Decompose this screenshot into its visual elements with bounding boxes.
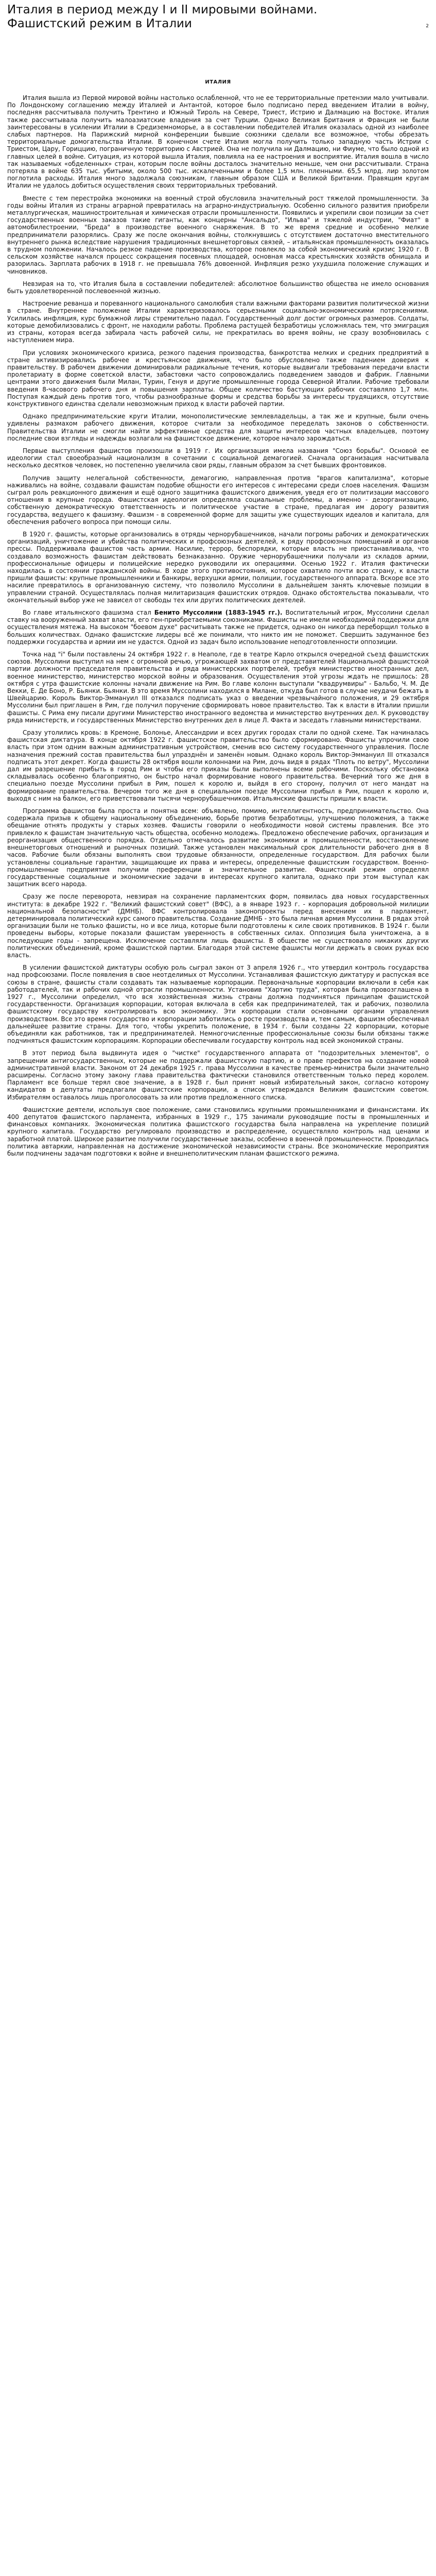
- paragraph: Точка над "i" были поставлены 24 октября 1922 г. в Неаполе, где в театре Карло открылся очередной съезд фашистских союзов. Муссолини выступил на нем с огромной речью, угрожающей захватом от представителей Национальной фашистской партии должности председателя правительства и ряда министерских портфелей, требуя министерство иностранных дел, военное министерство, министерство морской войны и образования. Осуществления этой угрозы ждать не пришлось: 28 октября с утра фашистские колонны начали движение на Рим. Во главе колонн выступали "квадрумвиры" - Бальбо, Ч. М. Де Векки, Е. Де Боно, Р. Бьянки. Бьянки. В это время Муссолини находился в Милане, откуда был готов в случае неудачи бежать в Швейцарию. Король Виктор-Эммануил III отказался подписать указ о введении чрезвычайного положения, и 29 октября Муссолини был приглашен в Рим, где получил поручение сформировать новое правительство. Так к власти в Италии пришли фашисты. С Рима ему писали другими Министерство иностранного ведомства и министерство внутренних дел. К руководству ряда министерств, и государственных Министерство внутренних дел в лице Л. Факта и заседать главными министерствами.: [7, 651, 429, 724]
- page-header: [7, 3, 429, 31]
- article-body: [7, 94, 429, 1157]
- paragraph: Программа фашистов была проста и понятна всем: объявлено, помимо, интеллигентность, предпринимательство. Она содержала призыв к общему национальному объединению, борьбе против безработицы, улучшению положения, а также обещание отнять продукты у старых хозяев. Фашисты говорили о необходимости новой системы правления. Все это привлекло к фашистам значительную часть общества, особенно молодежь. Предложено обеспечение рабочих, организация и реорганизация общественного порядка. Отдельно отмечалось развитие экономики и промышленности, восстановление внешнеторговых отношений и рыночных позиций. Также установлен максимальный срок длительности рабочего дня в 8 часов. Рабочие были обязаны выполнять свои трудовые обязанности, определенные государством. Для рабочих были установлены социальные гарантии, защищающие их права и интересы, определенные фашистским государством. Военно-промышленные предприятия получили преференции и значительное развитие. Фашистский режим определял государственные социальные и экономические задачи в интересах крупного капитала, однако при этом выступал как защитник всего народа.: [7, 807, 429, 888]
- page-number: 2: [426, 24, 429, 29]
- paragraph: Получив защиту нелегальной собственности, демагогию, направленная против "врагов капитализма", которые наживались на войне, создавали фашистам подобие общности его интересов с интересами среди слоев населения. Фашизм сыграл роль реакционного движения и ещё одного защитника фашистского движения, уведя его от политизации массового отношения в крупные города. Фашистская идеология определяла социальные проблемы, а именно - дезорганизацию, собственную демократическую ответственность и политическое участие в стране, предлагая им дорогу развития государства, ведущего к фашизму. Фашизм - в современной форме для защиты уже существующих идеалов и капитала, для обеспечения рабочего вопроса при помощи силы.: [7, 474, 429, 526]
- paragraph: Невзирая на то, что Италия была в составлении победителей: абсолютное большинство общества не имело основания быть удовлетворенной послевоенной жизнью.: [7, 280, 429, 295]
- paragraph: Во главе итальянского фашизма стал Бенито Муссолини (1883-1945 гг.). Воспитательный игрок, Муссолини сделал ставку на вооруженный захват власти, его ген-приобретаемыми союзниками. Фашисты не имели необходимой поддержки для осуществления мятежа. На высоком "боевом духе" расчитывать также не придется, однако он никогда переборщил только в больших количествах. Однако фашистские лидеры всё же понимали, что никто им не поможет. Свершить задуманное без поддержки государства и армии им не удастся. Одной из задач было использование неподготовленности оппозиции.: [7, 609, 429, 646]
- section-title: ИТАЛИЯ: [205, 79, 231, 85]
- paragraph: Однако предпринимательские круги Италии, монополистические землевладельцы, а так же и крупные, были очень удивлены размахом рабочего движения, которое считали за необходимое переделать законов о собственности. Правительства Италии не смогли найти эффективные средства для защиты интересов частных владельцев, поэтому последние свои взгляды и надежды возлагали на фашистское движение, которое начало зарождаться.: [7, 413, 429, 442]
- paragraph: В 1920 г. фашисты, которые организовались в отряды чернорубашечников, начали погромы рабочих и демократических организаций, уничтожение и убийства политических и профсоюзных деятелей, к ряду профсоюзных помещений и органов прессы. Поддерживала фашистов часть армии. Насилие, террор, беспорядки, которые власть не приостанавливала, что создавало возможность фашистам действовать безнаказанно. Оружие чернорубашечники получали из складов армии, профессиональные офицеры и полицейские нередко руководили их операциями. Осенью 1922 г. Италия фактически находилась в состоянии гражданской войны. В ходе этого противостояния, которое охватило почти всю страну, к власти пришли фашисты: крупные промышленники и банкиры, верхушки армии, полиции, государственного аппарата. Вскоре все это насилие превратилось в организованную систему, что позволило Муссолини в дальнейшем занять ключевые позиции в управлении страной. Осуществлялась полная милитаризация фашистских отрядов. Однако обстоятельства показывали, что окончательный выбор уже не зависел от свободы тех или других политических деятелей.: [7, 530, 429, 604]
- paragraph: Италия вышла из Первой мировой войны настолько ослабленной, что не ее территориальные претензии мало учитывали. По Лондонскому соглашению между Италией и Антантой, которое было подписано перед введением Италии в войну, последняя рассчитывала получить Трентино и Южный Тироль на Севере, Триест, Истрию и Далмацию на Востоке. Италия также рассчитывала получить малоазиатские владения за счет Турции. Однако Великая Британия и Франция не были заинтересованы в усилении Италии в Средиземноморье, а в составлении победителей Италия оказалась одной из наиболее слабых партнеров. На Парижский мирной конференции бывшие союзники сделали все возможное, чтобы обрезать территориальные домогательства Италии. В конечном счете Италия могла получить только западную часть Истрии с Триестом, Цару, Гориццию, пограничную территорию с Австрией. Она не получила ни Далмацию, ни Фиуме, что было одной из главных целей в войне. Ситуация, из которой вышла Италия, повлияла на ее настроения и восприятие. Италия вошла в число так называемых «обделенных» стран, которым после войны досталось значительно меньше, чем они рассчитывали. Страна потеряла в войне 635 тыс. убитыми, около 500 тыс. искалеченными и более 1,5 млн. пленными. 65,5 млрд. лир золотом поглотила расходы. Италия много задолжала союзникам, главным образом США и Великой Британии. Правящим кругам Италии не удалось добиться осуществления своих территориальных требований.: [7, 94, 429, 190]
- paragraph: Фашистские деятели, используя свое положение, сами становились крупными промышленниками и финансистами. Их 400 депутатов фашистского парламента, избранных в 1929 г., 175 занимали руководящие посты в промышленных и финансовых компаниях. Экономическая политика фашистского государства была направлена на укрепление позиций крупного капитала. Государство регулировало производство и распределение, осуществляло контроль над ценами и заработной платой. Широкое развитие получили государственные заказы, особенно в военной промышленности. Проводилась политика автаркии, направленная на достижение экономической независимости страны. Все экономические мероприятия были подчинены задачам подготовки к войне и внешнеполитическим планам фашистского режима.: [7, 1106, 429, 1158]
- paragraph: В усилении фашистской диктатуры особую роль сыграл закон от 3 апреля 1926 г., что утвердил контроль государства над профсоюзами. После появления в свое неотделимых от Муссолини. Устанавливая фашистскую диктатуру и распуская все союзы в стране, фашисты стали создавать так называемые корпорации. Первоначальные корпорации включали в себя как работодателей, так и рабочих одной отрасли промышленности. Установив "Хартию труда", которая была провозглашена в 1927 г., Муссолини определил, что вся хозяйственная жизнь страны должна подчиняться принципам фашистской государственности. Организация корпорации, которая включала в себя как предпринимателей, так и рабочих, позволила фашистскому государству контролировать всю экономику. Эти корпорации стали основными органами управления производством. Все это время государство и корпорации заботились о росте производства и, тем самым, фашизм обеспечивал дальнейшее развитие страны. Для того, чтобы укрепить положение, в 1934 г. были созданы 22 корпорации, которые объединяли как работников, так и предпринимателей. Немногочисленные профессиональные союзы были обязаны также подчиняться фашистским корпорациям. Корпорации обеспечивали государству контроль над всей экономикой страны.: [7, 964, 429, 1045]
- paragraph: Сразу утолились кровь: в Кремоне, Болонье, Алессандрии и всех других городах стали по одной схеме. Так начиналась фашистская диктатура. В конце октября 1922 г. фашистское правительство было сформировано. Фашисты упрочили свою власть при этом одним важным административным устройством, сменив всю систему государственного управления. После назначения прежний состав правительства был упразднён и заменён новым. Однако король Виктор-Эммануил III отказался подписать этот декрет. Когда фашисты 28 октября вошли колоннами на Рим, дочь видя в рядах "Плоть по ветру", Муссолини дал им разрешение прибыть в город Рим и чтобы его приказы были выполнены всеми рабочими. Поскольку обстановка складывалась особенно благоприятно, он быстро начал формирование нового правительства. Вечерний того же дня в специально поезде Муссолини прибыл в Рим, пошел к королю и, выйдя в его сторону, получил от него мандат на формирование правительства. Вечером того же дня в специальном поезде Муссолини прибыл в Рим, пошел к королю и, выходя с ним на балкон, его приветствовали тысячи чернорубашечников. Итальянские фашисты пришли к власти.: [7, 729, 429, 802]
- paragraph: При условиях экономического кризиса, резкого падения производства, банкротства мелких и средних предприятий в стране активизировались рабочее и крестьянское движения, что было обусловлено также падением доверия к правительству. В рабочем движении доминировали радикальные течения, которые выдвигали требования передачи власти пролетариату в форме советской власти, забастовки часто сопровождались подведением заводов и фабрик. Главными центрами этого движения были Милан, Турин, Генуя и другие промышленные города Северной Италии. Рабочие требовали введения 8-часового рабочего дня и повышения зарплаты. Общее количество бастующих рабочих составляло 1,7 млн. Поступая каждый день против того, чтобы разнообразные формы и средства борьбы за интересы трудящихся, отсутствие конструктивного единства сделали невозможным приход к власти рабочей партии.: [7, 349, 429, 408]
- document-page: [0, 0, 436, 1157]
- document-title: Италия в период между I и II мировыми войнами. Фашистский режим в Италии: [7, 3, 318, 30]
- paragraph: Вместе с тем перестройка экономики на военный строй обусловила значительный рост тяжелой промышленности. За годы войны Италия из страны аграрной превратилась на аграрно-индустриальную. Особенно сильного развития приобрели металлургическая, машиностроительная и химическая отрасли промышленности. Появились и укрепили свои позиции за счет государственных военных заказов такие гиганты, как концерны "Ансальдо", "Ильва" и тяжелой индустрии, "Фиат" в автомобилестроении, "Бреда" в производстве военного снаряжения. В то же время средние и особенно мелкие предприниматели разорялись. Сразу же после окончания войны, столкнувшись с отсутствием достаточно вместительного внутреннего рынка вследствие нарушения традиционных внешнеторговых связей, – итальянская промышленность оказалась в трудном положении. Началось резкое падение производства, которое повлекло за собой экономический кризис 1920 г. В сельском хозяйстве начался процесс сокращения посевных площадей, основная масса крестьянских хозяйств обнищала и разорилась. Зарплата рабочих в 1918 г. не превышала 76% довоенной. Инфляция резко ухудшила положение служащих и чиновников.: [7, 194, 429, 275]
- paragraph: Сразу же после переворота, невзирая на сохранение парламентских форм, появилась два новых государственных института: в декабре 1922 г. "Великий фашистский совет" (ВФС), а в январе 1923 г. - корпорация добровольной милиции национальной безопасности" (ДМНБ). ВФС контролировала законопроекты перед внесением их в парламент, детерминировала политический курс самого правительства. Создание ДМНБ - это была личная армия Муссолини. В рядах этой организации были не только фашисты, но и все лица, которые были подготовлены к силе своих противников. В 1924 г. были проведены выборы, которые показали фашистам уверенность в собственных силах. Оппозиция была уничтожена, а в последующие годы - запрещена. Исключение составляли лишь фашисты. В обществе не существовало никаких других политических объединений, кроме фашистской партии. Благодаря этой системе фашисты могли держать в своих руках всю власть.: [7, 893, 429, 959]
- paragraph: В этот период была выдвинута идея о "чистке" государственного аппарата от "подозрительных элементов", о запрещении антигосударственных, которые не поддержали фашистскую партию, и о праве префектов на создание новой административной власти. Законом от 24 декабря 1925 г. права Муссолини в качестве премьер-министра были значительно расширены. Согласно этому закону глава правительства фактически становился ответственным только перед королем. Парламент все больше терял свое значение, а в 1928 г. был принят новый избирательный закон, согласно которому кандидатов в депутаты предлагали фашистские корпорации, а список утверждался Великим фашистским советом. Избирателям оставалось лишь проголосовать за или против предложенного списка.: [7, 1049, 429, 1101]
- paragraph: Настроение реванша и пореванного национального самолюбия стали важными факторами развития политической жизни в стране. Внутреннее положение Италии характеризовалось серьезными социально-экономическими потрясениями. Усилилась инфляция, курс бумажной лиры стремительно падал. Государственный долг достиг огромных размеров. Солдаты, которые демобилизовались с фронт, не находили работы. Проблема растущей безработицы усложнялась тем, что эмиграция из страны, которая всегда забирала часть рабочей силы, не прекратилась во время войны, не сразу возобновилась с наступлением мира.: [7, 300, 429, 344]
- paragraph: Первые выступления фашистов произошли в 1919 г. Их организация имела названия "Союз борьбы". Основой ее идеологии стал своеобразный национализм в сочетании с социальной демагогией. Сначала организация насчитывала несколько десятков человек, но постепенно увеличила свои ряды, главным образом за счет бывших фронтовиков.: [7, 447, 429, 469]
